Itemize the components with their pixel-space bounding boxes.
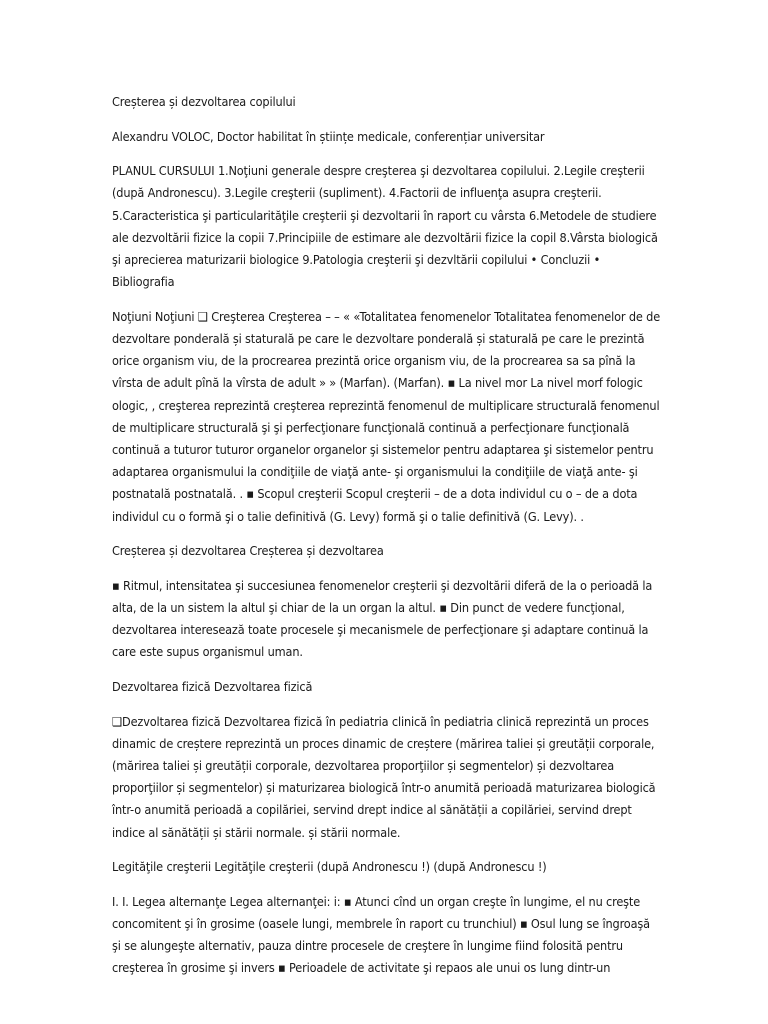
physical-development-paragraph: ❑Dezvoltarea fizică Dezvoltarea fizică în pediatria clinică în pediatria clinică reprezintă un proces dinamic de creștere reprezintă un proces dinamic de creștere (mărirea taliei și greutății corporale, (mărirea taliei și greutății corporale, dezvoltarea proporţiilor și segmentelor) și dezvoltarea proporţiilor și segmentelor) și maturizarea biologică într-o anumită perioadă maturizarea biologică într-o anumită perioadă a copilăriei, servind drept indice al sănătății a copilăriei, servind drept indice al sănătății și stării normale. și stării normale. [112, 713, 656, 840]
document-title: Creșterea și dezvoltarea copilului [112, 94, 296, 109]
document-body [112, 91, 660, 992]
notions-paragraph: Noţiuni Noţiuni ❑ Creşterea Creşterea – – « «Totalitatea fenomenelor Totalitatea fenomenelor de de dezvoltare ponderală și staturală pe care le dezvoltare ponderală și staturală pe care le prezintă orice organism viu, de la procrearea prezintă orice organism viu, de la procrearea sa sa pînă la vîrsta de adult pînă la vîrsta de adult » » (Marfan). (Marfan). ▪ La nivel mor La nivel morf fologic ologic, , creşterea reprezintă creşterea reprezintă fenomenul de multiplicare structurală fenomenul de multiplicare structurală şi şi perfecţionare funcţională continuă a perfecţionare funcţională continuă a tuturor tuturor organelor organelor şi sistemelor pentru adaptarea şi sistemelor pentru adaptarea organismului la condiţiile de viaţă ante- şi organismului la condiţiile de viaţă ante- şi postnatală postnatală. . ▪ Scopul creşterii Scopul creşterii – de a dota individul cu o – de a dota individul cu o formă şi o talie definitivă (G. Levy) formă şi o talie definitivă (G. Levy). . [112, 308, 661, 524]
author-line: Alexandru VOLOC, Doctor habilitat în științe medicale, conferențiar universitar [112, 128, 545, 144]
rhythm-paragraph: ▪ Ritmul, intensitatea şi succesiunea fenomenelor creşterii şi dezvoltării diferă de la o perioadă la alta, de la un sistem la altul şi chiar de la un organ la altul. ▪ Din punct de vedere funcţional, dezvoltarea interesează toate procesele şi mecanismele de perfecţionare şi adaptare continuă la care este supus organismul uman. [112, 577, 653, 660]
section-heading-laws: Legităţile creşterii Legităţile creşterii (după Andronescu !) (după Andronescu !) [112, 859, 547, 875]
section-heading-physical: Dezvoltarea fizică Dezvoltarea fizică [112, 679, 313, 695]
alternation-law-paragraph: I. I. Legea alternanţe Legea alternanţei: i: ▪ Atunci cînd un organ creşte în lungime, el nu creşte concomitent şi în grosime (oasele lungi, membrele în raport cu trunchiul) ▪ Osul lung se îngroaşă şi se alungeşte alternativ, pauza dintre procesele de creştere în lungime fiind folosită pentru creşterea în grosime şi invers ▪ Perioadele de activitate şi repaos ale unui os lung dintr-un [112, 893, 650, 976]
course-plan-paragraph: PLANUL CURSULUI 1.Noţiuni generale despre creşterea şi dezvoltarea copilului. 2.Legile creşterii (după Andronescu). 3.Legile creşterii (supliment). 4.Factorii de influenţa asupra creşterii. 5.Caracteristica şi particularităţile creşterii şi dezvoltarii în raport cu vârsta 6.Metodele de studiere ale dezvoltării fizice la copii 7.Principiile de estimare ale dezvoltării fizice la copil 8.Vârsta biologică şi aprecierea maturizarii biologice 9.Patologia creşterii şi dezvltării copilului • Concluzii • Bibliografia [112, 163, 658, 290]
section-heading-growth: Creșterea și dezvoltarea Creșterea și dezvoltarea [112, 543, 384, 559]
